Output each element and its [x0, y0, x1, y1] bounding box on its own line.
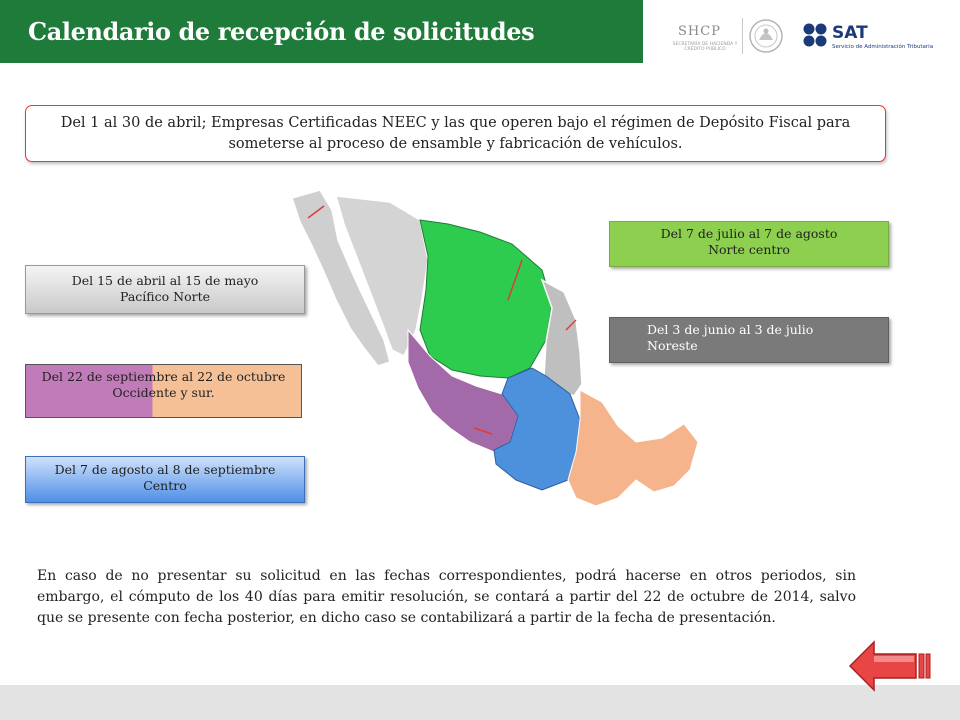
region-dates: Del 3 de junio al 3 de julio [647, 322, 814, 337]
shcp-logo-text: SHCP [678, 24, 721, 39]
back-arrow-button[interactable] [848, 640, 932, 692]
logo-divider [742, 18, 743, 54]
sat-logo-subtitle: Servicio de Administración Tributaria [832, 44, 934, 50]
footer-note: En caso de no presentar su solicitud en las fechas correspondientes, podrá hacerse en otros periodos, sin embargo, el cómputo de los 40 días para emitir resolución, se contará a partir del 22 de octubre de 2014, salvo que se presente con fecha posterior, en dicho caso se contabilizará a partir de la fecha de presentación. [37, 568, 856, 626]
sat-logo-icon [802, 22, 828, 48]
red-left-arrow-icon [850, 642, 916, 690]
region-dates: Del 15 de abril al 15 de mayo [71, 273, 259, 288]
region-name: Norte centro [708, 242, 790, 257]
region-box-occidente-sur [25, 364, 302, 418]
sat-logo-text: SAT [832, 23, 868, 43]
mexico-seal-icon [748, 16, 784, 56]
shcp-logo-subtitle: SECRETARÍA DE HACIENDA Y CRÉDITO PÚBLICO [672, 42, 738, 52]
region-name: Pacífico Norte [120, 289, 210, 304]
region-box-pacifico-norte [25, 265, 305, 314]
logos [660, 14, 950, 60]
region-name: Centro [143, 478, 187, 493]
region-box-norte-centro [609, 221, 889, 267]
region-dates: Del 7 de julio al 7 de agosto [660, 226, 838, 241]
header-bar [0, 0, 643, 63]
arrow-bar [926, 654, 930, 678]
map-region-sur [568, 390, 698, 506]
region-box-centro [25, 456, 305, 503]
region-box-noreste [609, 317, 889, 363]
region-dates: Del 7 de agosto al 8 de septiembre [54, 462, 276, 477]
arrow-highlight [874, 656, 914, 662]
neec-banner [25, 105, 886, 162]
page-title: Calendario de recepción de solicitudes [28, 17, 535, 46]
bottom-strip [0, 685, 960, 720]
region-dates: Del 22 de septiembre al 22 de octubre [41, 369, 286, 384]
banner-text: Del 1 al 30 de abril; Empresas Certificadas NEEC y las que operen bajo el régimen de Depósito Fiscal para someterse al proceso de ensamble y fabricación de vehículos. [60, 114, 851, 152]
arrow-bar [919, 654, 924, 678]
region-name: Occidente y sur. [112, 385, 215, 400]
region-name: Noreste [647, 338, 698, 353]
map-region-norte-centro [420, 220, 552, 378]
